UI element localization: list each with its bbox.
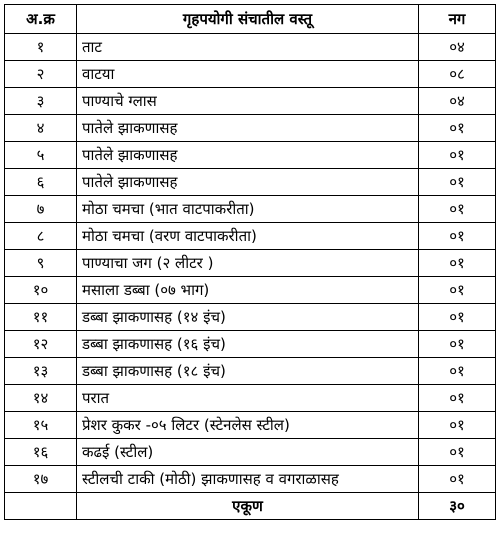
row-quantity: ०१ xyxy=(419,277,496,304)
row-serial: १३ xyxy=(5,358,77,385)
row-item: प्रेशर कुकर -०५ लिटर (स्टेनलेस स्टील) xyxy=(77,412,419,439)
table-row xyxy=(5,304,496,331)
total-quantity: ३० xyxy=(419,493,496,520)
row-quantity: ०१ xyxy=(419,223,496,250)
table-row xyxy=(5,115,496,142)
row-item: मोठा चमचा (भात वाटपाकरीता) xyxy=(77,196,419,223)
row-serial: १४ xyxy=(5,385,77,412)
table-row xyxy=(5,61,496,88)
row-serial: १२ xyxy=(5,331,77,358)
total-label: एकूण xyxy=(77,493,419,520)
row-item: स्टीलची टाकी (मोठी) झाकणासह व वगराळासह xyxy=(77,466,419,493)
table-row xyxy=(5,331,496,358)
row-quantity: ०१ xyxy=(419,331,496,358)
row-quantity: ०१ xyxy=(419,466,496,493)
row-item: वाटया xyxy=(77,61,419,88)
table-row xyxy=(5,277,496,304)
header-quantity: नग xyxy=(419,5,496,34)
row-serial: १७ xyxy=(5,466,77,493)
table-row xyxy=(5,412,496,439)
row-quantity: ०१ xyxy=(419,142,496,169)
items-table-page xyxy=(4,4,495,556)
row-item: मसाला डब्बा (०७ भाग) xyxy=(77,277,419,304)
table-row xyxy=(5,169,496,196)
row-quantity: ०१ xyxy=(419,412,496,439)
row-serial: १० xyxy=(5,277,77,304)
row-serial: ७ xyxy=(5,196,77,223)
row-serial: १५ xyxy=(5,412,77,439)
row-serial: ६ xyxy=(5,169,77,196)
table-row xyxy=(5,196,496,223)
row-quantity: ०१ xyxy=(419,385,496,412)
table-body xyxy=(5,34,496,520)
row-quantity: ०१ xyxy=(419,358,496,385)
row-serial: ८ xyxy=(5,223,77,250)
row-item: डब्बा झाकणासह (१४ इंच) xyxy=(77,304,419,331)
row-quantity: ०१ xyxy=(419,250,496,277)
total-empty-cell xyxy=(5,493,77,520)
row-quantity: ०८ xyxy=(419,61,496,88)
row-quantity: ०१ xyxy=(419,115,496,142)
table-row xyxy=(5,142,496,169)
row-item: पातेले झाकणासह xyxy=(77,142,419,169)
row-item: परात xyxy=(77,385,419,412)
row-item: पाण्याचा जग (२ लीटर ) xyxy=(77,250,419,277)
table-row xyxy=(5,250,496,277)
row-item: कढई (स्टील) xyxy=(77,439,419,466)
row-serial: २ xyxy=(5,61,77,88)
row-serial: ५ xyxy=(5,142,77,169)
table-row xyxy=(5,385,496,412)
row-item: पातेले झाकणासह xyxy=(77,115,419,142)
row-item: पाण्याचे ग्लास xyxy=(77,88,419,115)
header-serial: अ.क्र xyxy=(5,5,77,34)
row-item: ताट xyxy=(77,34,419,61)
row-quantity: ०१ xyxy=(419,196,496,223)
table-row xyxy=(5,34,496,61)
table-row xyxy=(5,358,496,385)
row-quantity: ०१ xyxy=(419,439,496,466)
table-row xyxy=(5,466,496,493)
row-serial: १ xyxy=(5,34,77,61)
row-serial: ९ xyxy=(5,250,77,277)
row-item: पातेले झाकणासह xyxy=(77,169,419,196)
row-quantity: ०४ xyxy=(419,34,496,61)
table-row xyxy=(5,223,496,250)
row-serial: ३ xyxy=(5,88,77,115)
header-item: गृहपयोगी संचातील वस्तू xyxy=(77,5,419,34)
household-items-table xyxy=(4,4,496,520)
row-item: मोठा चमचा (वरण वाटपाकरीता) xyxy=(77,223,419,250)
row-quantity: ०१ xyxy=(419,169,496,196)
row-quantity: ०१ xyxy=(419,304,496,331)
table-row xyxy=(5,88,496,115)
row-serial: ११ xyxy=(5,304,77,331)
table-header-row xyxy=(5,5,496,34)
table-row xyxy=(5,439,496,466)
row-quantity: ०४ xyxy=(419,88,496,115)
row-serial: १६ xyxy=(5,439,77,466)
row-item: डब्बा झाकणासह (१८ इंच) xyxy=(77,358,419,385)
total-row xyxy=(5,493,496,520)
row-serial: ४ xyxy=(5,115,77,142)
row-item: डब्बा झाकणासह (१६ इंच) xyxy=(77,331,419,358)
